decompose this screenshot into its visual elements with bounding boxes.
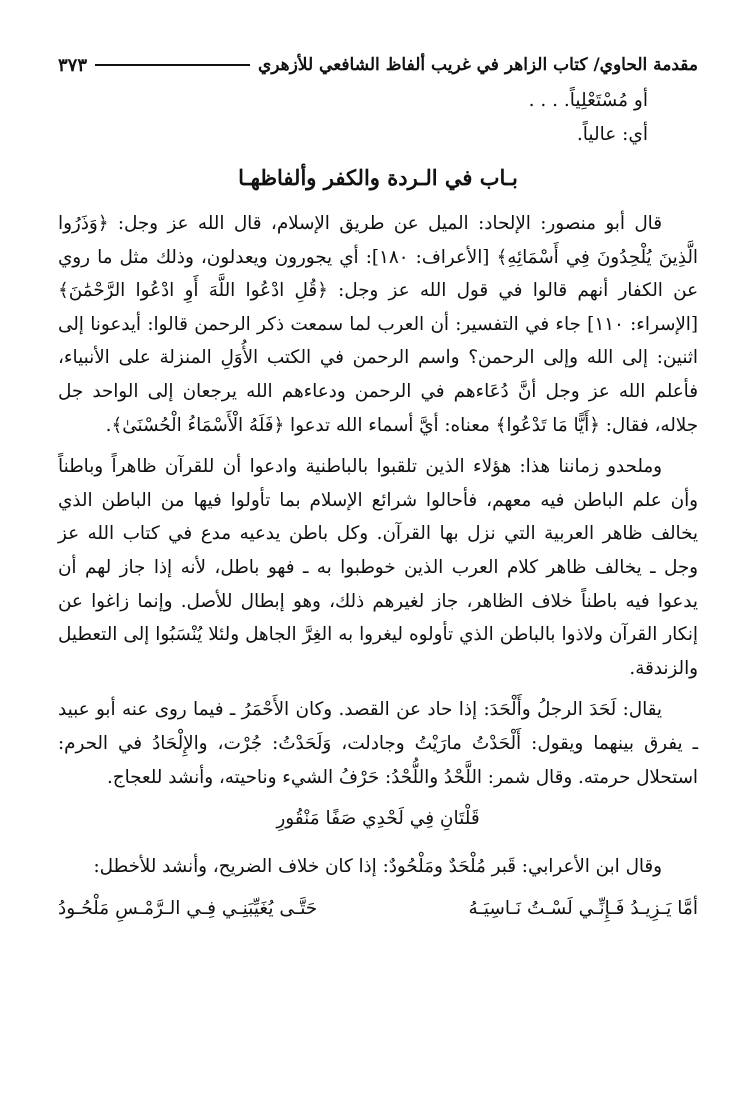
poem-right-hemistich: أمَّا يَـزِيـدُ فَـإِنِّـي لَسْـتُ نَـاسِيَـهُ (468, 897, 698, 919)
verse-ajjaj: قَلْتَانِ فِي لَحْدِي صَفًا مَنْقُورِ (276, 808, 480, 830)
paragraph-ibn-arabi-text: وقال ابن الأعرابي: قَبر مُلْحَدٌ ومَلْحُودٌ: إذا كان خلاف الضريح، وأنشد للأخطل: (93, 856, 662, 878)
header-title: مقدمة الحاوي/ كتاب الزاهر في غريب ألفاظ الشافعي للأزهري (257, 55, 698, 75)
book-page (58, 52, 698, 926)
poem-akhtal (58, 892, 698, 926)
paragraph-ibn-arabi (58, 850, 698, 884)
intro-line-1: أو مُسْتَعْلِياً. . . . (528, 90, 648, 111)
chapter-title: بـاب في الـردة والكفر وألفاظهـا (238, 165, 518, 190)
paragraph-lahada (58, 693, 698, 794)
page-number: ٣٧٣ (58, 54, 88, 76)
header-rule (95, 64, 250, 66)
poem-left-hemistich: حَتَّـى يُغَيِّبَنِـي فِـي الـرَّمْـسِ مَلْحُـودُ (58, 897, 318, 919)
paragraph-batiniyya-text: وملحدو زماننا هذا: هؤلاء الذين تلقبوا بالباطنية وادعوا أن للقرآن ظاهراً وباطناً وأن علم الباطن فيه معهم، فأحالوا شرائع الإسلام بما تأولوا فيها من الباطن الذي يخالف ظاهر العربية التي نزل بها القرآن. وكل باطن يدعيه مدع في كتاب الله عز وجل ـ يخالف ظاهر كلام العرب الذين خوطبوا به ـ فهو باطل، لأنه إذا جاز لهم أن يدعوا فيه باطناً خلاف الظاهر، جاز لغيرهم ذلك، وهو إبطال للأصل. وإنما زاغوا عن إنكار القرآن ولاذوا بالباطن الذي تأولوه ليغروا به الغِرَّ الجاهل ولئلا يُنْسَبُوا إلى التعطيل والزندقة. (58, 456, 698, 679)
paragraph-ilhad-text: قال أبو منصور: الإلحاد: الميل عن طريق الإسلام، قال الله عز وجل: ﴿وَذَرُوا الَّذِينَ يُلْحِدُونَ فِي أَسْمَائِهِ﴾ [الأعراف: ١٨٠]: أي يجورون ويعدلون، وذلك مثل ما روي عن الكفار أنهم قالوا في قول الله عز وجل: ﴿قُلِ ادْعُوا اللَّهَ أَوِ ادْعُوا الرَّحْمَٰنَ﴾ [الإسراء: ١١٠] جاء في التفسير: أن العرب لما سمعت ذكر الرحمن قالوا: أيدعونا إلى اثنين: إلى الله وإلى الرحمن؟ واسم الرحمن في الكتب الأُوَلِ المنزلة على الأنبياء، فأعلم الله عز وجل أنَّ دُعَاءهم في الرحمن ودعاءهم الله يرجعان إلى الواحد جل جلاله، فقال: ﴿أَيًّا مَا تَدْعُوا﴾ معناه: أيَّ أسماء الله تدعوا ﴿فَلَهُ الْأَسْمَاءُ الْحُسْنَىٰ﴾. (58, 213, 699, 436)
intro-line-2: أي: عالياً. (576, 123, 648, 145)
paragraph-ilhad (58, 207, 698, 442)
paragraph-lahada-text: يقال: لَحَدَ الرجلُ وأَلْحَدَ: إذا حاد عن القصد. وكان الأَحْمَرُ ـ فيما روى عنه أبو عبيد ـ يفرق بينهما ويقول: أَلْحَدْتُ مارَيْتُ وجادلت، وَلَحَدْتُ: جُرْت، والإِلْحَادُ في الحرم: استحلال حرمته. وقال شمر: اللَّحْدُ واللُّحْدُ: حَرْفُ الشيء وناحيته، وأنشد للعجاج. (58, 699, 698, 788)
paragraph-batiniyya (58, 450, 698, 685)
running-header (58, 52, 698, 78)
